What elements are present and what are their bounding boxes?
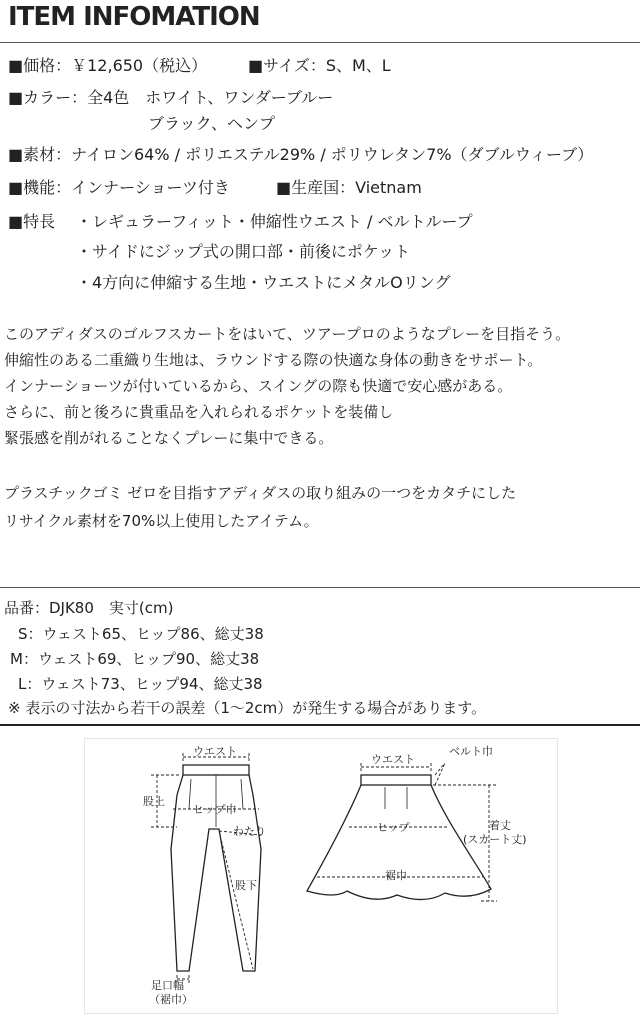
eco-line: リサイクル素材を70%以上使用したアイテム。 [4,512,319,530]
pants-dimension-lines [151,753,261,983]
measure-row-l: L：ウェスト73、ヒップ94、総丈38 [18,675,263,693]
features-label: ■特長 [8,212,56,231]
title-divider [0,42,640,43]
description-line: 緊張感を削がれることなくプレーに集中できる。 [4,429,334,447]
description-line: 伸縮性のある二重織り生地は、ラウンドする際の快適な身体の動きをサポート。 [4,351,543,369]
pants-illustration [171,765,261,971]
feature-item: ・4方向に伸縮する生地・ウエストにメタルOリング [76,273,451,292]
skirt-belt-label: ベルト巾 [449,745,493,758]
color-text-cont: ブラック、ヘンプ [148,114,276,133]
size-text: ■サイズ：S、M、L [248,56,391,75]
page-title: ITEM INFOMATION [8,2,260,32]
function-text: ■機能：インナーショーツ付き [8,178,230,197]
diagram-divider [0,724,640,726]
material-text: ■素材：ナイロン64% / ポリエステル29% / ポリウレタン7%（ダブルウィーブ） [8,145,594,164]
color-text: ■カラー：全4色 ホワイト、ワンダーブルー [8,88,334,107]
eco-line: プラスチックゴミ ゼロを目指すアディダスの取り組みの一つをカタチにした [4,484,517,502]
section-divider [0,587,640,588]
measurement-diagram [84,738,558,1014]
pants-hem-label: 足口幅 [151,979,184,992]
description-line: さらに、前と後ろに貴重品を入れられるポケットを装備し [4,403,394,421]
pants-inseam-label: 股下 [235,879,257,892]
skirt-hem-label: 裾巾 [385,869,407,882]
measure-row-s: S：ウェスト65、ヒップ86、総丈38 [18,625,264,643]
measurement-diagram-svg [85,739,557,1013]
measure-header: 品番：DJK80 実寸(cm) [4,599,174,617]
feature-item: ・サイドにジップ式の開口部・前後にポケット [76,242,411,261]
skirt-hip-label: ヒップ [377,821,410,834]
measure-note: ※ 表示の寸法から若干の誤差（1〜2cm）が発生する場合があります。 [8,699,487,717]
skirt-waist-label: ウエスト [371,753,415,766]
description-line: このアディダスのゴルフスカートをはいて、ツアープロのようなプレーを目指そう。 [4,325,571,343]
feature-item: ・レギュラーフィット・伸縮性ウエスト / ベルトループ [76,212,473,231]
description-line: インナーショーツが付いているから、スイングの際も快適で安心感がある。 [4,377,513,395]
origin-text: ■生産国：Vietnam [276,178,422,197]
pants-hem-label-sub: （裾巾） [149,993,193,1006]
skirt-length-label-sub: (スカート丈) [463,833,527,846]
skirt-length-label: 着丈 [489,819,511,832]
pants-thigh-label: わたり [233,825,266,838]
pants-hip-label: ヒップ巾 [193,803,237,816]
price-text: ■価格：￥12,650（税込） [8,56,208,75]
pants-rise-label: 股上 [143,795,165,808]
measure-row-m: M：ウェスト69、ヒップ90、総丈38 [10,650,260,668]
pants-waist-label: ウエスト [193,745,237,758]
